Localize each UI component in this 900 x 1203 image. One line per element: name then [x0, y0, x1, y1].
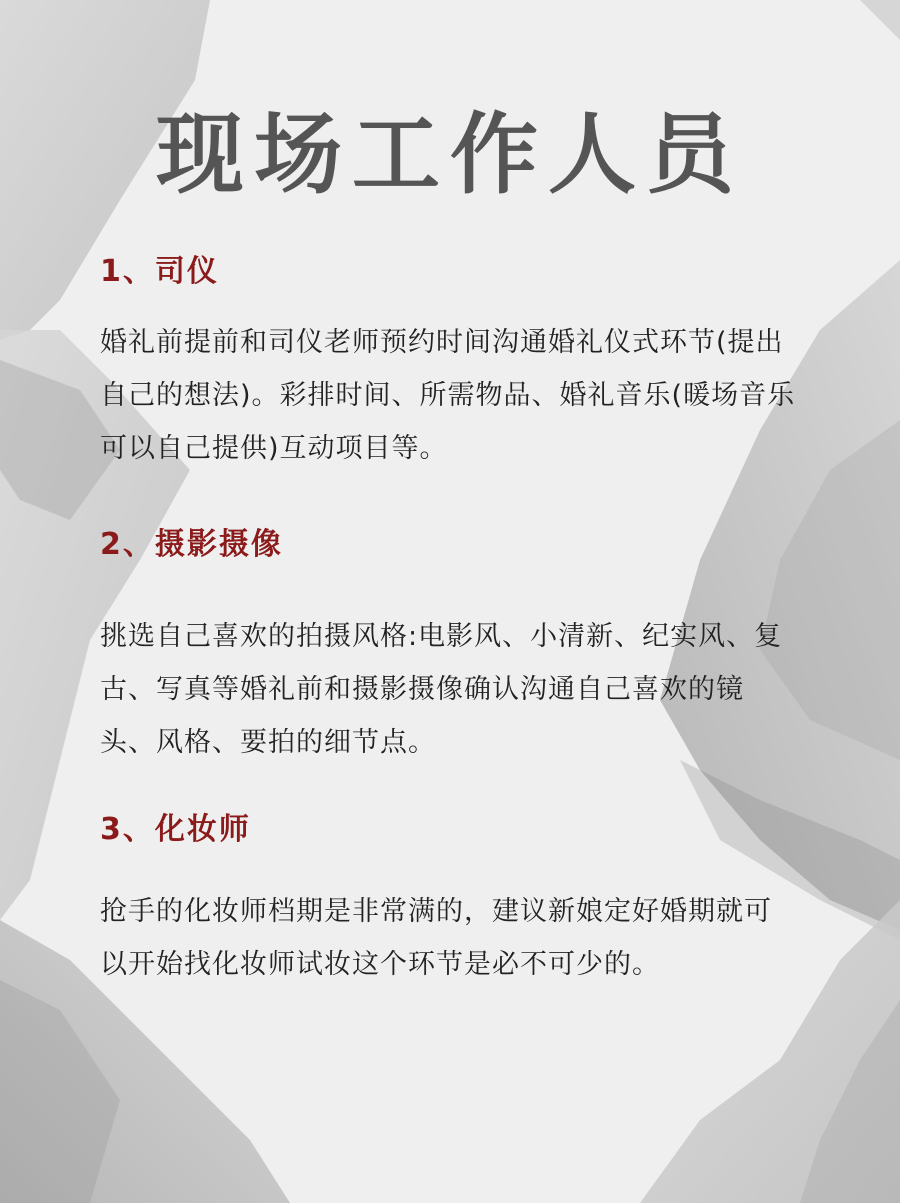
body-line: 抢手的化妆师档期是非常满的，建议新娘定好婚期就可	[100, 896, 772, 927]
body-line: 头、风格、要拍的细节点。	[100, 727, 436, 758]
page-title: 现场工作人员	[155, 103, 744, 206]
body-line: 挑选自己喜欢的拍摄风格:电影风、小清新、纪实风、复	[100, 621, 783, 652]
body-line: 婚礼前提前和司仪老师预约时间沟通婚礼仪式环节(提出	[100, 327, 784, 358]
body-line: 自己的想法)。彩排时间、所需物品、婚礼音乐(暖场音乐	[100, 380, 796, 411]
section-body-host	[100, 316, 820, 475]
section-heading-photography: 2、摄影摄像	[100, 527, 283, 562]
section-body-photography	[100, 610, 820, 769]
section-body-makeup	[100, 885, 820, 991]
body-line: 可以自己提供)互动项目等。	[100, 433, 448, 464]
body-line: 古、写真等婚礼前和摄影摄像确认沟通自己喜欢的镜	[100, 674, 744, 705]
section-heading-makeup: 3、化妆师	[100, 812, 251, 847]
section-heading-host: 1、司仪	[100, 254, 219, 289]
body-line: 以开始找化妆师试妆这个环节是必不可少的。	[100, 949, 660, 980]
